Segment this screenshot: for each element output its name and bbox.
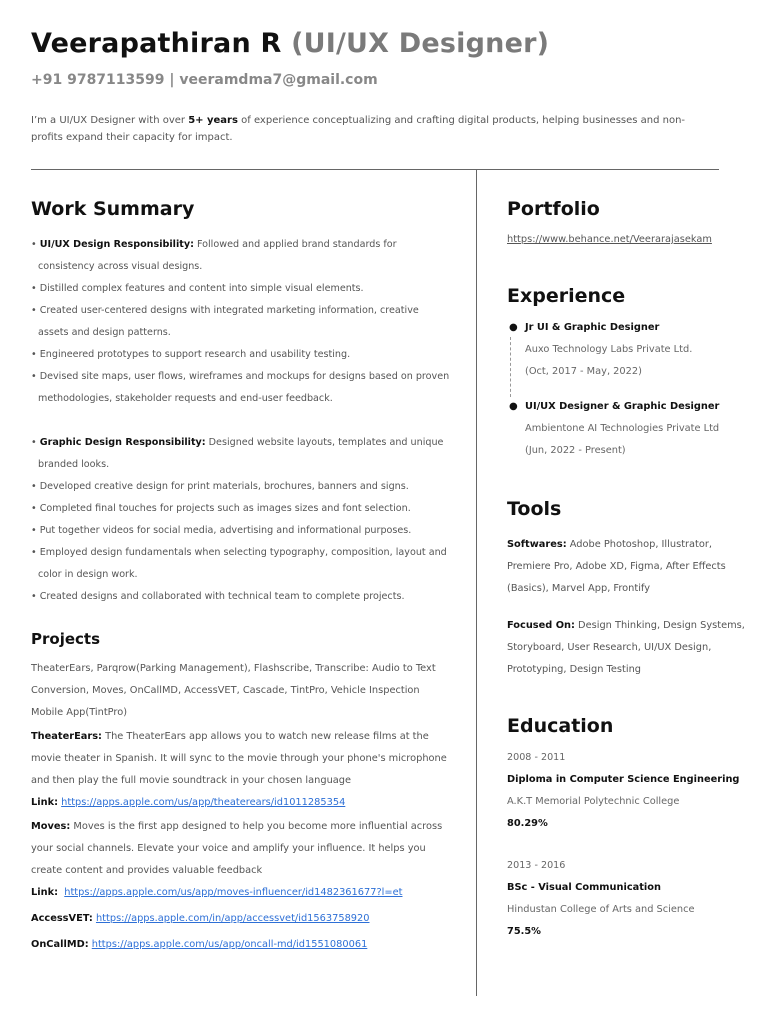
list-item-text: Put together videos for social media, advertising and informational purposes.	[39, 525, 412, 536]
education-degree: BSc - Visual Communication	[507, 882, 661, 893]
ui-responsibility-text: Followed and applied brand standards for consistency across visual designs.	[38, 239, 397, 272]
right-column	[507, 198, 747, 943]
project-moves	[31, 816, 451, 904]
intro-text-end: of experience conceptualizing and crafting digital products, helping businesses and non-profits expand their capacity for impact.	[31, 115, 686, 143]
project-oncallmd	[31, 934, 451, 956]
experience-company: Auxo Technology Labs Private Ltd.	[525, 344, 693, 355]
education-item	[507, 747, 747, 835]
job-title: (UI/UX Designer)	[291, 28, 550, 59]
experience-dates: (Jun, 2022 - Present)	[525, 445, 626, 456]
link-label: Link:	[31, 887, 59, 898]
list-item-text: Developed creative design for print materials, brochures, banners and signs.	[39, 481, 409, 492]
education-title: Education	[507, 715, 614, 737]
project-description: The TheaterEars app allows you to watch new release films at the movie theater in Spanish. It will sync to the movie through your phone's microphone and then play the full movie soundtrack in your chosen language	[31, 731, 447, 786]
education-degree: Diploma in Computer Science Engineering	[507, 774, 740, 785]
list-item-text: Employed design fundamentals when selecting typography, composition, layout and color in design work.	[38, 547, 447, 580]
experience-item	[507, 400, 747, 462]
education-years: 2013 - 2016	[507, 860, 566, 871]
list-item: • Created user-centered designs with integrated marketing information, creative assets and design patterns.	[31, 305, 419, 338]
moves-link[interactable]: https://apps.apple.com/us/app/moves-influencer/id1482361677?l=et	[64, 887, 403, 898]
education-score: 75.5%	[507, 926, 541, 937]
header-divider	[31, 169, 719, 170]
list-item: • Devised site maps, user flows, wireframes and mockups for designs based on proven methodologies, stakeholder requests and end-user feedback.	[31, 371, 450, 404]
list-item-text: Devised site maps, user flows, wireframes and mockups for designs based on proven methodologies, stakeholder requests and end-user feedback.	[38, 371, 450, 404]
list-item-text: Created designs and collaborated with technical team to complete projects.	[39, 591, 405, 602]
education-years: 2008 - 2011	[507, 752, 566, 763]
education-item	[507, 855, 747, 943]
portfolio-title: Portfolio	[507, 198, 600, 220]
list-item: • UI/UX Design Responsibility: Followed and applied brand standards for consistency across visual designs.	[31, 239, 397, 272]
softwares-list: Adobe Photoshop, Illustrator, Premiere Pro, Adobe XD, Figma, After Effects (Basics), Marvel App, Frontify	[507, 539, 726, 594]
list-item: • Distilled complex features and content into simple visual elements.	[31, 283, 364, 294]
education-school: Hindustan College of Arts and Science	[507, 904, 695, 915]
list-item: • Engineered prototypes to support research and usability testing.	[31, 349, 351, 360]
experience-role: UI/UX Designer & Graphic Designer	[525, 401, 720, 412]
list-item: • Put together videos for social media, advertising and informational purposes.	[31, 525, 412, 536]
focused-label: Focused On:	[507, 620, 575, 631]
work-summary-list	[31, 234, 451, 608]
project-name: AccessVET:	[31, 913, 93, 924]
list-item: • Developed creative design for print materials, brochures, banners and signs.	[31, 481, 409, 492]
experience-role: Jr UI & Graphic Designer	[525, 322, 660, 333]
projects-list: TheaterEars, Parqrow(Parking Management), Flashscribe, Transcribe: Audio to Text Conversion, Moves, OnCallMD, AccessVET, Cascade, TintPro, Vehicle Inspection Mobile App(TintPro)	[31, 663, 436, 718]
resume-name-heading	[31, 28, 549, 59]
accessvet-link[interactable]: https://apps.apple.com/in/app/accessvet/id1563758920	[95, 913, 370, 924]
focused-list: Design Thinking, Design Systems, Storyboard, User Research, UI/UX Design, Prototyping, Design Testing	[507, 620, 745, 675]
full-name: Veerapathiran R	[31, 28, 282, 59]
project-description: Moves is the first app designed to help you become more influential across your social channels. Elevate your voice and amplify your influence. It helps you create content and provides valuable feedback	[31, 821, 443, 876]
projects-title: Projects	[31, 630, 101, 648]
experience-dates: (Oct, 2017 - May, 2022)	[525, 366, 642, 377]
experience-company: Ambientone AI Technologies Private Ltd	[525, 423, 720, 434]
bullet-icon: ●	[509, 322, 518, 333]
ui-responsibility-heading: UI/UX Design Responsibility:	[39, 239, 194, 250]
list-spacer	[31, 410, 451, 432]
list-item: • Completed final touches for projects such as images sizes and font selection.	[31, 503, 411, 514]
column-divider	[476, 170, 477, 996]
list-item: • Employed design fundamentals when selecting typography, composition, layout and color in design work.	[31, 547, 447, 580]
experience-title: Experience	[507, 285, 626, 307]
project-name: Moves:	[31, 821, 71, 832]
link-label: Link:	[31, 797, 59, 808]
timeline-connector	[510, 337, 511, 397]
contact-info: +91 9787113599 | veeramdma7@gmail.com	[31, 72, 378, 88]
project-name: OnCallMD:	[31, 939, 89, 950]
oncallmd-link[interactable]: https://apps.apple.com/us/app/oncall-md/id1551080061	[91, 939, 368, 950]
tools-focus	[507, 615, 747, 681]
project-theaterears	[31, 726, 451, 814]
project-accessvet	[31, 908, 451, 930]
bullet-icon: ●	[509, 401, 518, 412]
intro-years-highlight: 5+ years	[188, 115, 238, 126]
list-item-text: Completed final touches for projects such as images sizes and font selection.	[39, 503, 411, 514]
graphic-responsibility-text: Designed website layouts, templates and unique branded looks.	[38, 437, 444, 470]
theaterears-link[interactable]: https://apps.apple.com/us/app/theaterears/id1011285354	[61, 797, 346, 808]
left-column	[31, 198, 451, 956]
intro-text-start: I’m a UI/UX Designer with over	[31, 115, 189, 126]
project-name: TheaterEars:	[31, 731, 102, 742]
tools-title: Tools	[507, 498, 562, 520]
education-school: A.K.T Memorial Polytechnic College	[507, 796, 680, 807]
education-score: 80.29%	[507, 818, 548, 829]
list-item: • Created designs and collaborated with technical team to complete projects.	[31, 591, 405, 602]
list-item-text: Distilled complex features and content into simple visual elements.	[39, 283, 364, 294]
work-summary-title: Work Summary	[31, 198, 195, 220]
experience-item	[507, 321, 747, 383]
softwares-label: Softwares:	[507, 539, 567, 550]
list-item: • Graphic Design Responsibility: Designed website layouts, templates and unique branded looks.	[31, 437, 444, 470]
tools-softwares	[507, 534, 747, 600]
intro-summary	[31, 112, 711, 146]
list-item-text: Engineered prototypes to support research and usability testing.	[39, 349, 351, 360]
graphic-responsibility-heading: Graphic Design Responsibility:	[39, 437, 206, 448]
portfolio-link[interactable]: https://www.behance.net/Veerarajasekam	[507, 234, 712, 245]
experience-list	[507, 321, 747, 462]
list-item-text: Created user-centered designs with integrated marketing information, creative assets and design patterns.	[38, 305, 419, 338]
